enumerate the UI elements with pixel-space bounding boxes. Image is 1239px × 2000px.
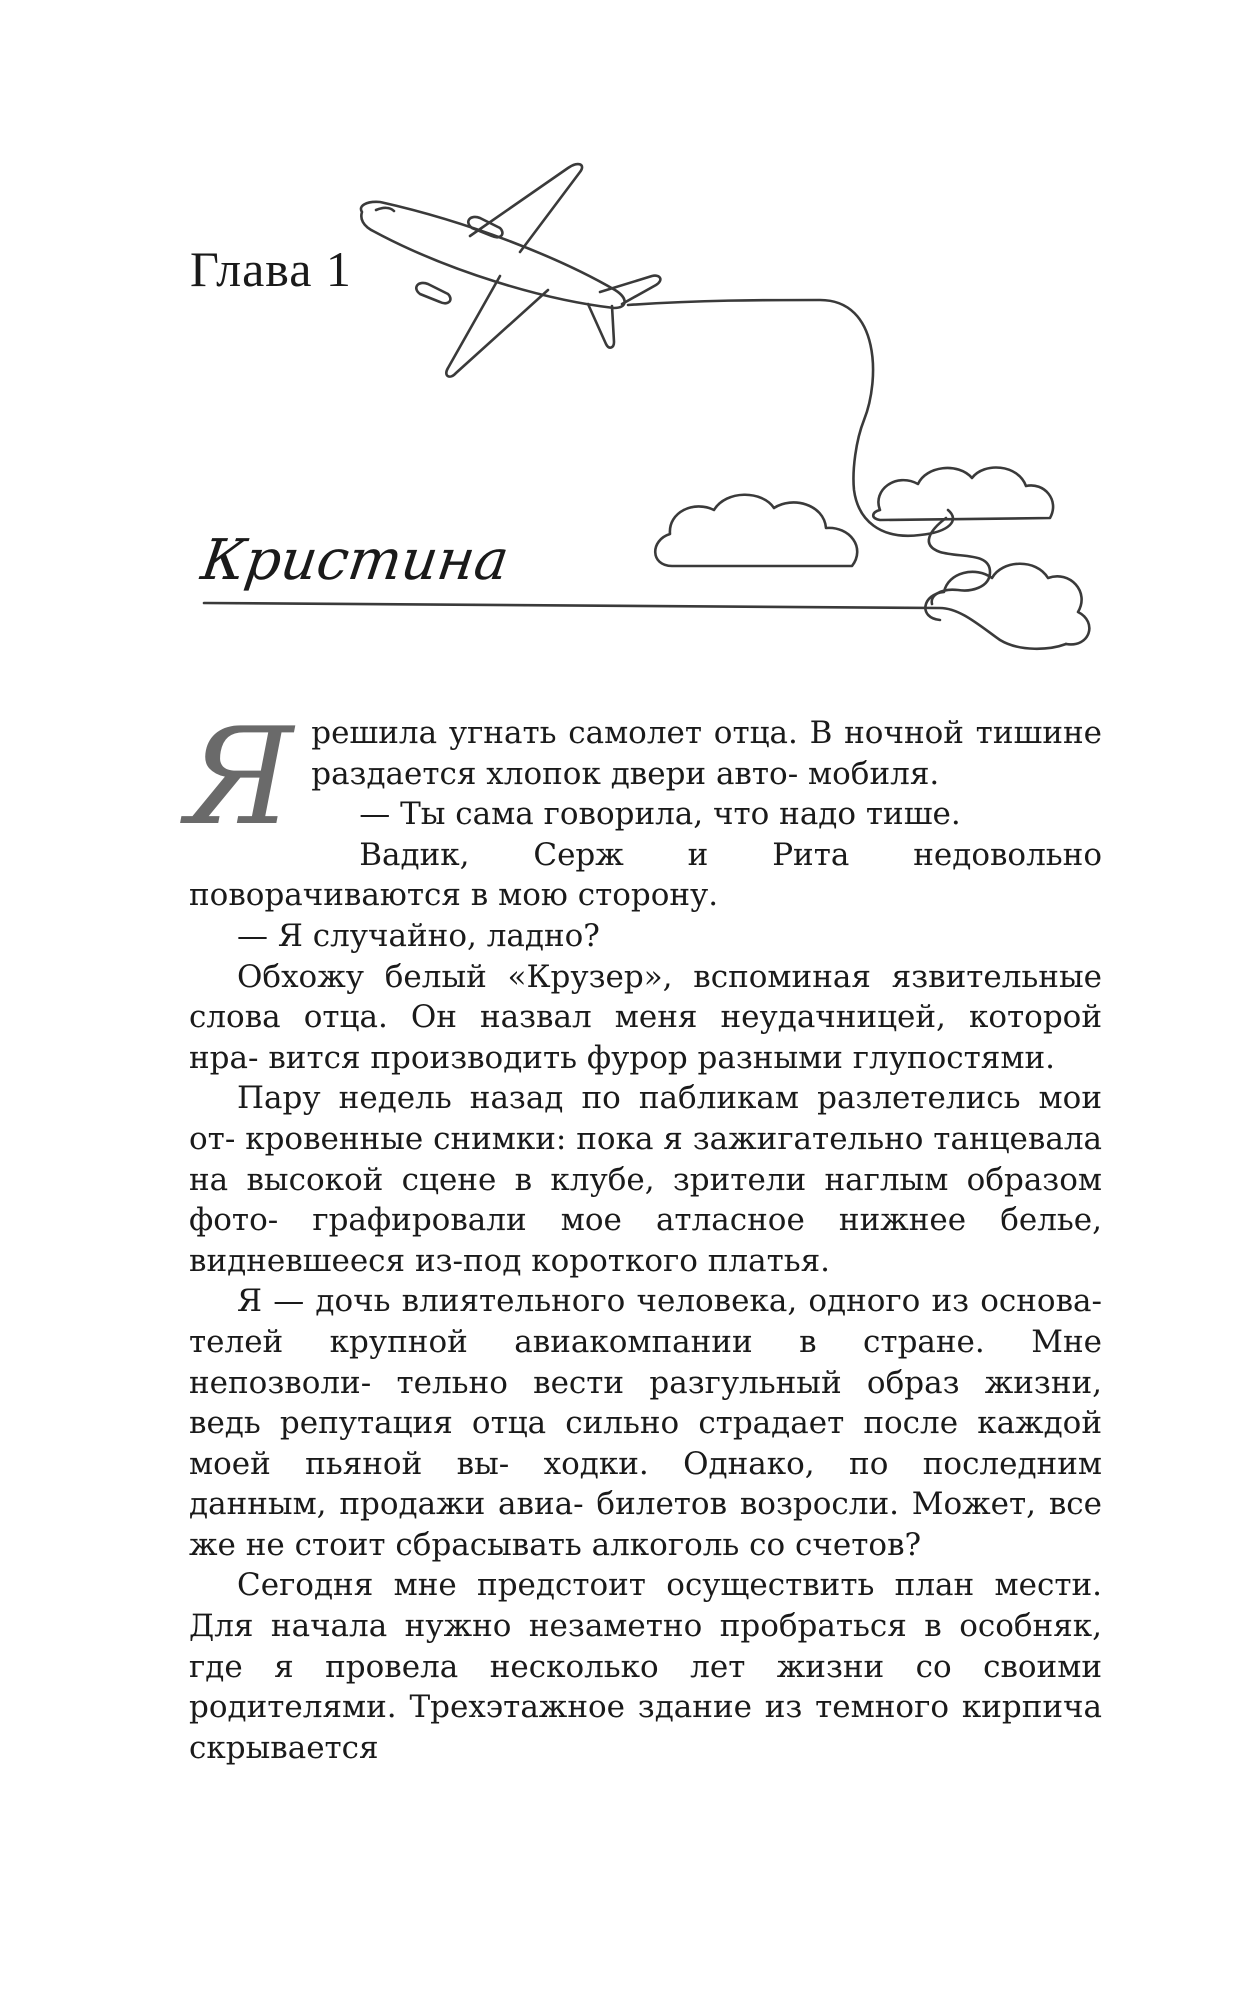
text-line: Обхожу белый «Крузер», вспоминая язвительные: [237, 958, 1102, 995]
paragraph: [189, 916, 1102, 957]
text-line: — Я случайно, ладно?: [237, 917, 600, 954]
airplane-line-art-icon: [361, 164, 660, 377]
drop-cap: Я: [185, 699, 294, 855]
chapter-title: Глава 1: [190, 241, 352, 297]
text-line: — Ты сама говорила, что надо тише.: [359, 796, 961, 833]
paragraph: [189, 794, 1102, 835]
text-line: я провела несколько лет жизни со своими родителями.: [189, 1648, 1102, 1726]
text-line: в мою сторону.: [470, 877, 719, 914]
chapter-illustration: [0, 0, 1239, 700]
text-line: Вадик, Серж и Рита недовольно поворачиваются: [189, 836, 1102, 914]
paragraph: [189, 1078, 1102, 1281]
text-line: вится производить фурор разными глупостями.: [268, 1039, 1055, 1076]
body-text: [185, 699, 1103, 1768]
text-line: из-под короткого платья.: [414, 1242, 831, 1279]
text-line: Пару недель назад по пабликам разлетелись мои от-: [189, 1080, 1102, 1157]
text-line: Я — дочь влиятельного человека, одного из основа-: [237, 1283, 1102, 1320]
text-line: кровенные снимки: пока я зажигательно танцевала на: [189, 1120, 1102, 1198]
text-line: В ночной тишине раздается хлопок двери авто-: [311, 715, 1102, 792]
text-line: отца сильно страдает после каждой моей пьяной вы-: [189, 1405, 1102, 1482]
paragraph: [189, 835, 1102, 916]
text-line: ходки. Однако, по последним данным, продажи авиа-: [189, 1445, 1102, 1523]
paragraph: [189, 1565, 1102, 1768]
paragraph: [189, 957, 1102, 1079]
text-line: Сегодня мне предстоит осуществить план мести.: [237, 1567, 1102, 1604]
text-line: решила угнать самолет отца.: [311, 715, 810, 751]
paragraph: [189, 1281, 1102, 1565]
character-name: Кристина: [197, 528, 513, 593]
text-line: алкоголь со счетов?: [591, 1526, 922, 1563]
text-line: графировали мое атласное нижнее белье, видневшееся: [189, 1202, 1102, 1279]
text-line: телей крупной авиакомпании в стране. Мне непозволи-: [189, 1323, 1102, 1401]
cloud-line-art-icon: [204, 300, 1089, 649]
text-line: Трехэтажное здание из темного кирпича скрывается: [189, 1689, 1102, 1766]
text-line: тельно вести разгульный образ жизни, ведь репутация: [189, 1364, 1103, 1442]
text-line: мобиля.: [808, 755, 940, 792]
text-line: Для начала нужно незаметно пробраться в особняк, где: [189, 1608, 1102, 1685]
text-line: слова отца. Он назвал меня неудачницей, которой нра-: [189, 999, 1102, 1076]
text-line: билетов возросли. Может, все же не стоит сбрасывать: [189, 1486, 1102, 1563]
text-line: высокой сцене в клубе, зрители наглым образом фото-: [189, 1161, 1102, 1239]
